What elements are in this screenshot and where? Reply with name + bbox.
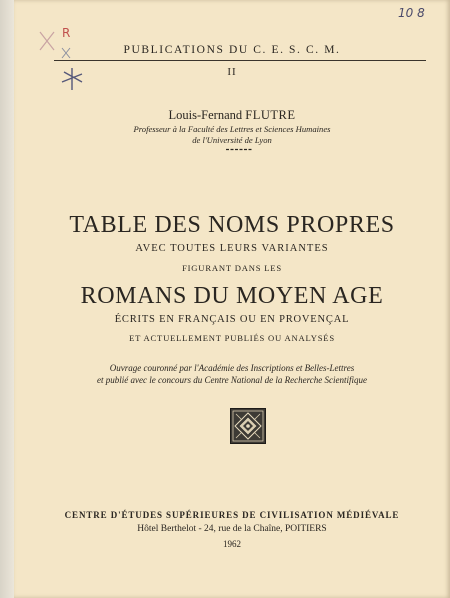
publisher-emblem-icon xyxy=(230,408,266,444)
title-subline3: ÉCRITS EN FRANÇAIS OU EN PROVENÇAL xyxy=(114,314,350,325)
author-affiliation-line2: de l'Université de Lyon xyxy=(192,135,272,145)
award-line2: et publié avec le concours du Centre National de la Recherche Scientifique xyxy=(97,375,367,385)
title-subline2: FIGURANT DANS LES xyxy=(182,263,282,273)
title-subline4: ET ACTUELLEMENT PUBLIÉS OU ANALYSÉS xyxy=(129,333,335,343)
handwritten-number: 10 8 xyxy=(398,6,425,20)
title-subline1: AVEC TOUTES LEURS VARIANTES xyxy=(135,243,329,254)
author-given-name: Louis-Fernand xyxy=(168,108,243,122)
main-title-line1: TABLE DES NOMS PROPRES xyxy=(69,212,395,238)
scan-margin xyxy=(0,0,14,598)
author-affiliation-line1: Professeur à la Faculté des Lettres et Sciences Humaines xyxy=(133,124,331,134)
author-family-name: FLUTRE xyxy=(245,108,296,122)
red-pencil-mark: R xyxy=(62,26,71,40)
publisher-name: CENTRE D'ÉTUDES SUPÉRIEURES DE CIVILISATION MÉDIÉVALE xyxy=(64,510,400,520)
volume-number: II xyxy=(227,66,237,78)
award-line1: Ouvrage couronné par l'Académie des Inscriptions et Belles-Lettres xyxy=(109,363,355,373)
publisher-address: Hôtel Berthelot - 24, rue de la Chaîne, POITIERS xyxy=(137,524,327,534)
publication-year: 1962 xyxy=(223,539,241,549)
ornament-divider-icon xyxy=(226,148,252,151)
main-title-line2: ROMANS DU MOYEN AGE xyxy=(80,283,384,309)
author-name xyxy=(14,108,450,123)
title-page xyxy=(14,0,450,598)
header-rule xyxy=(54,60,426,61)
series-title: PUBLICATIONS DU C. E. S. C. M. xyxy=(123,44,341,56)
